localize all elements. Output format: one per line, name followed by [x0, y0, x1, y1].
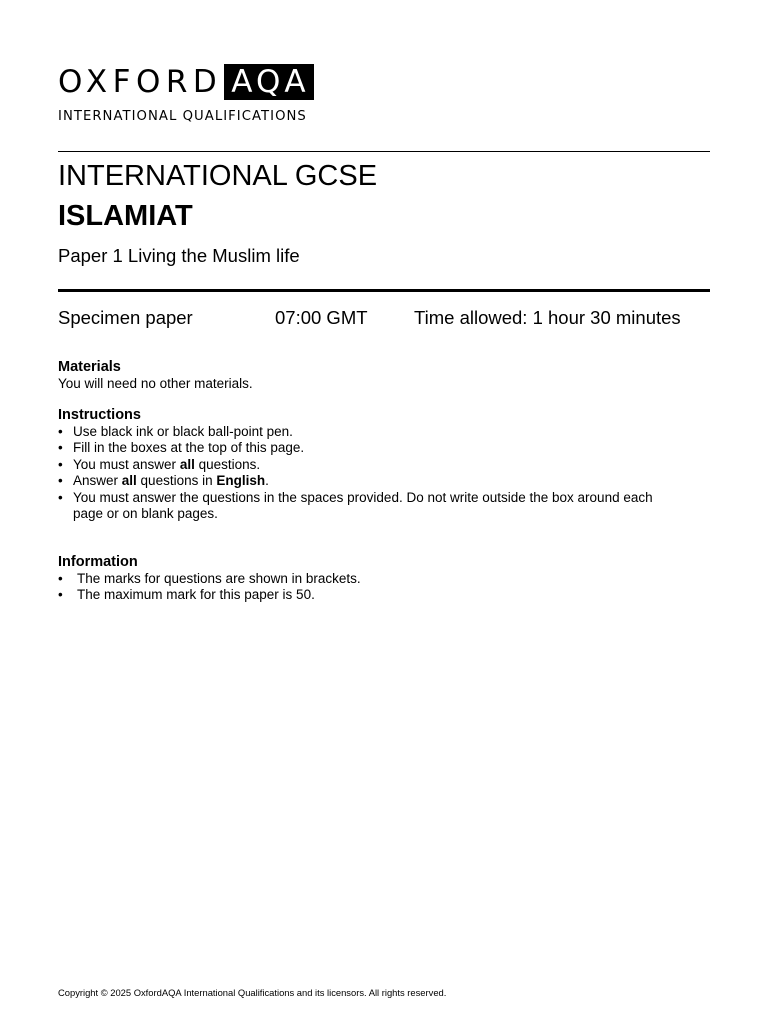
- instruction-item: [58, 473, 708, 489]
- bullet-glyph: •: [58, 456, 63, 472]
- instruction-item: [58, 440, 708, 456]
- instruction-text-part: Answer: [73, 473, 122, 489]
- instructions-list: [58, 424, 708, 522]
- instructions-heading: Instructions: [58, 407, 141, 423]
- bullet-glyph: •: [58, 571, 63, 586]
- information-text: The marks for questions are shown in brackets.: [77, 571, 361, 586]
- copyright-footer: Copyright © 2025 OxfordAQA International Qualifications and its licensors. All rights reserved.: [58, 987, 447, 998]
- oxfordaqa-logo: [58, 64, 358, 124]
- instruction-item: [58, 490, 708, 523]
- information-item: [58, 571, 708, 587]
- information-item: [58, 587, 708, 603]
- instruction-emphasis: all: [121, 473, 137, 489]
- bullet-glyph: •: [58, 587, 63, 603]
- instruction-emphasis: all: [179, 456, 195, 472]
- instruction-text-line: page or on blank pages.: [73, 506, 218, 522]
- instruction-text-part: questions in: [136, 473, 217, 489]
- information-list: [58, 571, 708, 604]
- logo-wordmark: [58, 64, 358, 100]
- instruction-text-line: You must answer the questions in the spaces provided. Do not write outside the box around each: [73, 489, 653, 505]
- materials-heading: Materials: [58, 359, 121, 375]
- subject-title: ISLAMIAT: [58, 200, 193, 232]
- instruction-text-part: .: [265, 473, 269, 489]
- information-text: The maximum mark for this paper is 50.: [77, 587, 315, 603]
- exam-time: 07:00 GMT: [275, 307, 368, 328]
- bullet-glyph: •: [58, 440, 63, 456]
- instruction-text-part: You must answer: [73, 456, 180, 472]
- logo-word-oxford: OXFORD: [58, 64, 223, 100]
- bullet-glyph: •: [58, 489, 63, 505]
- header-divider-thin: [58, 151, 710, 152]
- time-allowed: Time allowed: 1 hour 30 minutes: [414, 307, 681, 328]
- information-heading: Information: [58, 554, 138, 570]
- instruction-text-part: questions.: [194, 456, 261, 472]
- instruction-item: [58, 457, 708, 473]
- paper-type: Specimen paper: [58, 307, 193, 328]
- instruction-item: [58, 424, 708, 440]
- logo-subtitle: INTERNATIONAL QUALIFICATIONS: [58, 109, 307, 124]
- header-divider-thick: [58, 289, 710, 292]
- paper-title: Paper 1 Living the Muslim life: [58, 245, 300, 266]
- logo-word-aqa: AQA: [224, 64, 313, 100]
- instruction-text: Fill in the boxes at the top of this page.: [73, 440, 305, 456]
- instruction-emphasis: English: [216, 473, 266, 489]
- qualification-title: INTERNATIONAL GCSE: [58, 160, 378, 192]
- bullet-glyph: •: [58, 473, 63, 489]
- materials-text: You will need no other materials.: [58, 376, 253, 391]
- bullet-glyph: •: [58, 424, 63, 439]
- instruction-text: Use black ink or black ball-point pen.: [73, 424, 293, 439]
